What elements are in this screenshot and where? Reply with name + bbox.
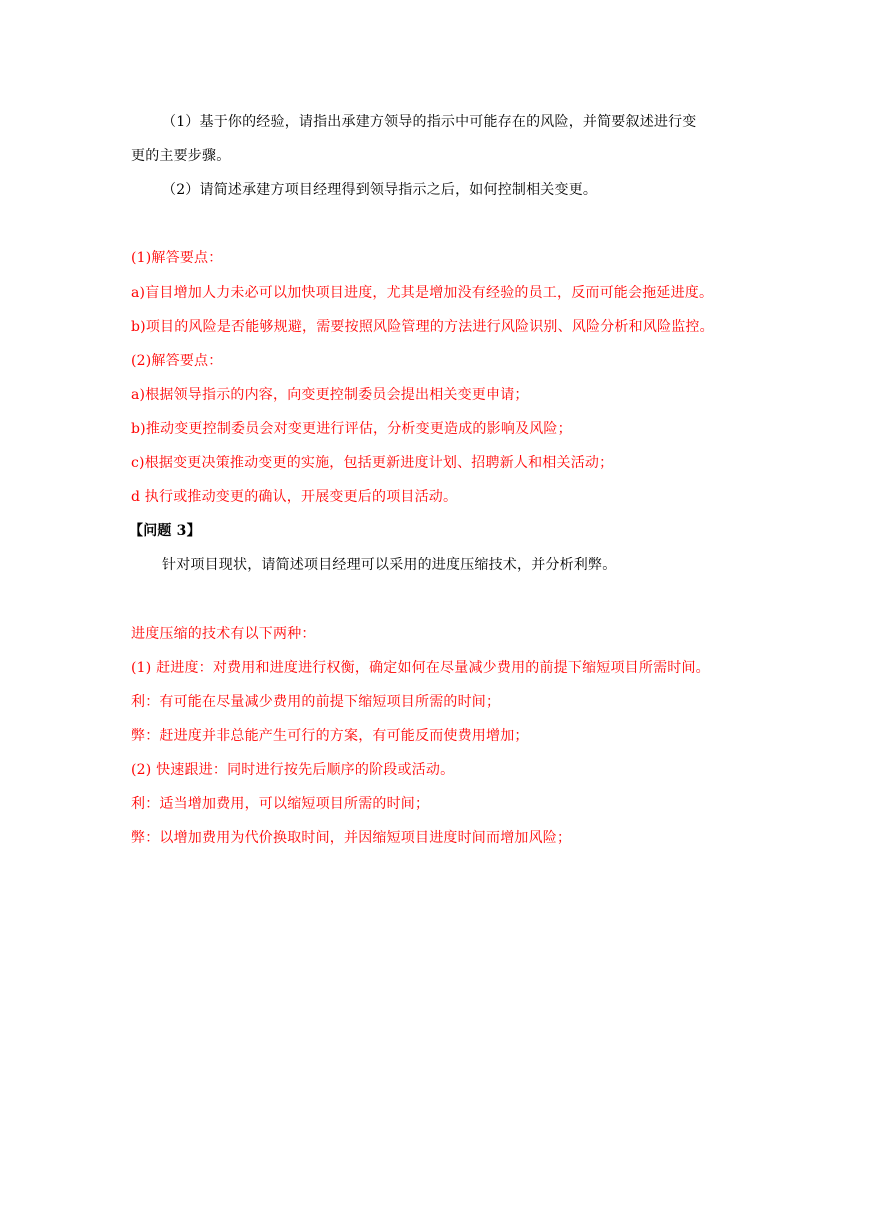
answer-2-point-d: d 执行或推动变更的确认，开展变更后的项目活动。 (131, 489, 458, 505)
answer-3-item-2-pro: 利：适当增加费用，可以缩短项目所需的时间； (131, 796, 430, 812)
answer-1-point-b: b)项目的风险是否能够规避，需要按照风险管理的方法进行风险识别、风险分析和风险监控。 (131, 319, 714, 335)
answer-2-point-c: c)根据变更决策推动变更的实施，包括更新进度计划、招聘新人和相关活动； (131, 455, 614, 471)
question-1-line-2: 更的主要步骤。 (131, 148, 231, 164)
answer-2-point-b: b)推动变更控制委员会对变更进行评估，分析变更造成的影响及风险； (131, 421, 572, 437)
answer-1-point-a: a)盲目增加人力未必可以加快项目进度，尤其是增加没有经验的员工，反而可能会拖延进度。 (131, 285, 714, 301)
answer-3-item-1-con: 弊：赶进度并非总能产生可行的方案，有可能反而使费用增加； (131, 728, 529, 744)
answer-3-item-1-pro: 利：有可能在尽量减少费用的前提下缩短项目所需的时间； (131, 694, 501, 710)
question-1-line-1: （1）基于你的经验，请指出承建方领导的指示中可能存在的风险，并简要叙述进行变 (162, 114, 697, 130)
question-3-title: 【问题 3】 (129, 523, 201, 539)
question-2: （2）请简述承建方项目经理得到领导指示之后，如何控制相关变更。 (162, 182, 598, 198)
answer-3-item-2-con: 弊：以增加费用为代价换取时间，并因缩短项目进度时间而增加风险； (131, 830, 572, 846)
answer-2-point-a: a)根据领导指示的内容，向变更控制委员会提出相关变更申请； (131, 387, 529, 403)
question-3-text: 针对项目现状，请简述项目经理可以采用的进度压缩技术，并分析利弊。 (162, 557, 617, 573)
answer-3-item-1: (1) 赶进度：对费用和进度进行权衡，确定如何在尽量减少费用的前提下缩短项目所需时间。 (131, 660, 710, 676)
answer-3-item-2: (2) 快速跟进：同时进行按先后顺序的阶段或活动。 (131, 762, 455, 778)
answer-3-intro: 进度压缩的技术有以下两种： (131, 626, 316, 642)
answer-2-heading: (2)解答要点： (131, 353, 223, 369)
answer-1-heading: (1)解答要点： (131, 250, 223, 266)
